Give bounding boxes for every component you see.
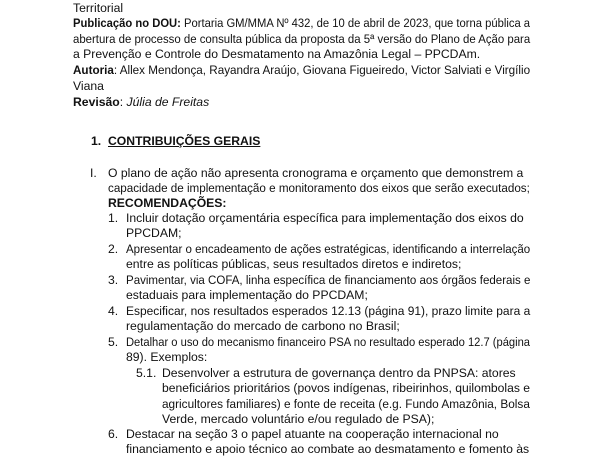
rec-3-line-1: Pavimentar, via COFA, linha específica de financiamento aos órgãos federais e xyxy=(126,273,531,287)
authors-line-2: Viana xyxy=(73,79,104,93)
rec-4-number: 4. xyxy=(108,304,119,318)
rec-5-number: 5. xyxy=(108,335,119,349)
sub-5-1-line-4: Verde, mercado voluntário e/ou regulado de PSA); xyxy=(162,412,435,426)
rec-3-number: 3. xyxy=(108,273,119,287)
rec-2-number: 2. xyxy=(108,242,119,256)
publication-label: Publicação no DOU: xyxy=(73,16,181,30)
review-sep: : xyxy=(119,95,127,109)
review-line xyxy=(73,95,209,110)
rec-1-line-2: PPCDAM; xyxy=(126,226,182,240)
publication-line-1 xyxy=(73,16,530,31)
rec-1-line-1: Incluir dotação orçamentária específica para implementação dos eixos do xyxy=(126,211,524,225)
rec-1-number: 1. xyxy=(108,211,119,225)
rec-2-line-1: Apresentar o encadeamento de ações estratégicas, identificando a interrelação xyxy=(126,242,531,256)
item-text-2: capacidade de implementação e monitoramento dos eixos que serão executados; xyxy=(108,181,530,195)
item-marker: I. xyxy=(90,166,97,180)
publication-line-2: abertura de processo de consulta pública da proposta da 5ª versão do Plano de Ação para xyxy=(73,32,531,46)
sub-5-1-line-3: agricultores familiares) e fonte de receita (e.g. Fundo Amazônia, Bolsa xyxy=(162,397,530,411)
sub-5-1-line-2: beneficiários prioritários (povos indígenas, ribeirinhos, quilombolas e xyxy=(162,381,531,395)
rec-6-line-1: Destacar na seção 3 o papel atuante na cooperação internacional no xyxy=(126,427,499,441)
rec-4-line-2: regulamentação do mercado de carbono no Brasil; xyxy=(126,319,400,333)
rec-3-line-2: estaduais para implementação do PPCDAM; xyxy=(126,288,368,302)
sub-5-1-number: 5.1. xyxy=(136,366,157,380)
rec-5-line-2: 89). Exemplos: xyxy=(126,350,208,364)
sub-5-1-line-1: Desenvolver a estrutura de governança dentro da PNPSA: atores xyxy=(162,366,516,380)
item-text-1: O plano de ação não apresenta cronograma e orçamento que demonstrem a xyxy=(108,166,524,180)
section-number: 1. xyxy=(91,134,102,148)
header-territorial: Territorial xyxy=(73,1,124,15)
rec-6-line-2: financiamento e apoio técnico ao combate ao desmatamento e fomento às xyxy=(126,442,530,456)
recommendations-label: RECOMENDAÇÕES: xyxy=(108,196,227,210)
section-title: CONTRIBUIÇÕES GERAIS xyxy=(108,134,261,148)
rec-2-line-2: entre as políticas públicas, seus resultados diretos e indiretos; xyxy=(126,257,462,271)
authors-label: Autoria xyxy=(73,63,114,77)
rec-5-line-1: Detalhar o uso do mecanismo financeiro PSA no resultado esperado 12.7 (página xyxy=(126,335,531,349)
publication-text-1: Portaria GM/MMA Nº 432, de 10 de abril de 2023, que torna pública a xyxy=(184,16,531,30)
authors-line-1 xyxy=(73,63,530,78)
rec-6-number: 6. xyxy=(108,427,119,441)
review-label: Revisão xyxy=(73,95,120,109)
review-name: Júlia de Freitas xyxy=(126,95,210,109)
publication-line-3: a Prevenção e Controle do Desmatamento na Amazônia Legal – PPCDAm. xyxy=(73,47,481,61)
rec-4-line-1: Especificar, nos resultados esperados 12.13 (página 91), prazo limite para a xyxy=(126,304,531,318)
authors-text-1: : Allex Mendonça, Rayandra Araújo, Giovana Figueiredo, Victor Salviati e Virgílio xyxy=(113,63,531,77)
